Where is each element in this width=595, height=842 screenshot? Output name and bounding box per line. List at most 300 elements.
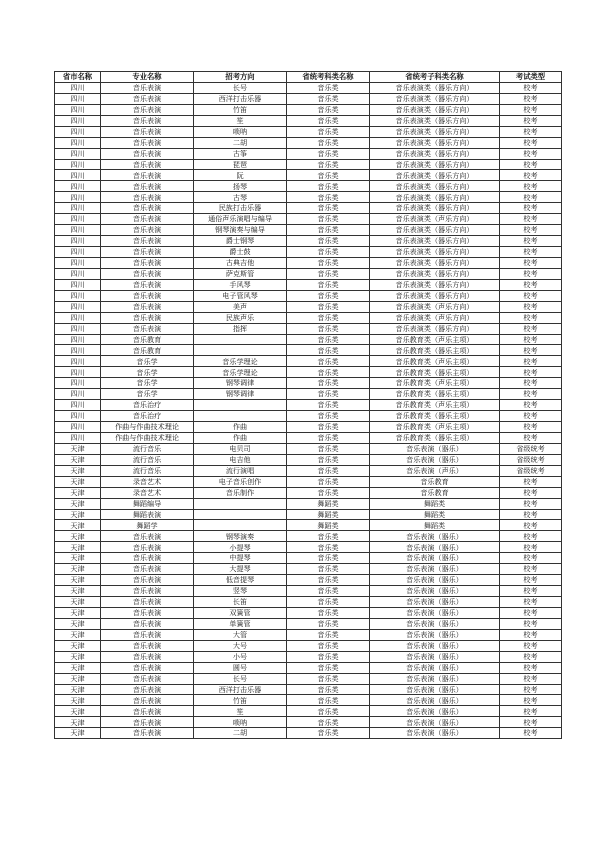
exam-type-cell: 校考 <box>500 553 562 564</box>
table-row <box>55 542 562 553</box>
exam-type-cell: 校考 <box>500 684 562 695</box>
table-row <box>55 586 562 597</box>
major-cell: 音乐学 <box>101 367 194 378</box>
table-row <box>55 236 562 247</box>
subcategory-cell: 舞蹈类 <box>370 498 500 509</box>
province-cell: 四川 <box>55 126 101 137</box>
table-row <box>55 443 562 454</box>
category-cell: 音乐类 <box>287 597 370 608</box>
table-row <box>55 323 562 334</box>
category-cell: 音乐类 <box>287 356 370 367</box>
province-cell: 四川 <box>55 290 101 301</box>
province-cell: 天津 <box>55 586 101 597</box>
exam-type-cell: 校考 <box>500 301 562 312</box>
subcategory-cell: 音乐表演类（声乐方向） <box>370 312 500 323</box>
major-cell: 音乐表演 <box>101 247 194 258</box>
header-subcategory: 省统考子科类名称 <box>370 72 500 83</box>
table-row <box>55 247 562 258</box>
direction-cell: 民族声乐 <box>194 312 287 323</box>
province-cell: 四川 <box>55 170 101 181</box>
table-row <box>55 597 562 608</box>
direction-cell: 中提琴 <box>194 553 287 564</box>
table-row <box>55 290 562 301</box>
table-row <box>55 422 562 433</box>
subcategory-cell: 音乐表演类（器乐方向） <box>370 104 500 115</box>
major-cell: 音乐表演 <box>101 629 194 640</box>
province-cell: 天津 <box>55 487 101 498</box>
table-row <box>55 279 562 290</box>
subcategory-cell: 音乐教育 <box>370 487 500 498</box>
direction-cell: 古筝 <box>194 148 287 159</box>
category-cell: 音乐类 <box>287 181 370 192</box>
exam-type-cell: 校考 <box>500 586 562 597</box>
table-row <box>55 301 562 312</box>
province-cell: 四川 <box>55 367 101 378</box>
province-cell: 四川 <box>55 104 101 115</box>
direction-cell: 竹笛 <box>194 695 287 706</box>
category-cell: 音乐类 <box>287 389 370 400</box>
category-cell: 音乐类 <box>287 640 370 651</box>
category-cell: 音乐类 <box>287 717 370 728</box>
major-cell: 音乐表演 <box>101 257 194 268</box>
exam-type-cell: 校考 <box>500 520 562 531</box>
exam-type-cell: 校考 <box>500 257 562 268</box>
direction-cell: 民族打击乐器 <box>194 203 287 214</box>
table-row <box>55 312 562 323</box>
subcategory-cell: 音乐表演类（器乐方向） <box>370 290 500 301</box>
major-cell: 音乐学 <box>101 356 194 367</box>
category-cell: 音乐类 <box>287 148 370 159</box>
table-row <box>55 728 562 739</box>
category-cell: 音乐类 <box>287 203 370 214</box>
direction-cell: 琵琶 <box>194 159 287 170</box>
direction-cell: 手风琴 <box>194 279 287 290</box>
exam-type-cell: 校考 <box>500 345 562 356</box>
category-cell: 音乐类 <box>287 225 370 236</box>
direction-cell: 双簧管 <box>194 607 287 618</box>
major-cell: 音乐表演 <box>101 586 194 597</box>
major-cell: 音乐学 <box>101 389 194 400</box>
major-cell: 音乐表演 <box>101 290 194 301</box>
exam-type-cell: 校考 <box>500 279 562 290</box>
category-cell: 音乐类 <box>287 684 370 695</box>
category-cell: 舞蹈类 <box>287 509 370 520</box>
exam-type-cell: 校考 <box>500 422 562 433</box>
category-cell: 音乐类 <box>287 618 370 629</box>
exam-type-cell: 校考 <box>500 542 562 553</box>
subcategory-cell: 音乐表演（器乐） <box>370 443 500 454</box>
province-cell: 四川 <box>55 214 101 225</box>
category-cell: 音乐类 <box>287 629 370 640</box>
exam-type-cell: 校考 <box>500 148 562 159</box>
category-cell: 音乐类 <box>287 82 370 93</box>
subcategory-cell: 音乐表演（器乐） <box>370 662 500 673</box>
province-cell: 天津 <box>55 443 101 454</box>
province-cell: 天津 <box>55 662 101 673</box>
category-cell: 音乐类 <box>287 465 370 476</box>
direction-cell: 美声 <box>194 301 287 312</box>
table-row <box>55 367 562 378</box>
direction-cell: 爵士鼓 <box>194 247 287 258</box>
subcategory-cell: 音乐表演类（声乐方向） <box>370 301 500 312</box>
major-cell: 音乐表演 <box>101 268 194 279</box>
subcategory-cell: 音乐表演类（器乐方向） <box>370 247 500 258</box>
exam-type-cell: 省级统考 <box>500 443 562 454</box>
major-cell: 音乐表演 <box>101 684 194 695</box>
direction-cell: 爵士钢琴 <box>194 236 287 247</box>
subcategory-cell: 音乐表演类（器乐方向） <box>370 236 500 247</box>
category-cell: 音乐类 <box>287 367 370 378</box>
exam-type-cell: 校考 <box>500 498 562 509</box>
province-cell: 四川 <box>55 378 101 389</box>
exam-type-cell: 校考 <box>500 356 562 367</box>
exam-type-cell: 校考 <box>500 411 562 422</box>
category-cell: 音乐类 <box>287 214 370 225</box>
province-cell: 天津 <box>55 454 101 465</box>
table-row <box>55 629 562 640</box>
major-cell: 流行音乐 <box>101 465 194 476</box>
category-cell: 音乐类 <box>287 126 370 137</box>
direction-cell: 大号 <box>194 640 287 651</box>
category-cell: 音乐类 <box>287 651 370 662</box>
major-cell: 作曲与作曲技术理论 <box>101 432 194 443</box>
province-cell: 四川 <box>55 422 101 433</box>
category-cell: 舞蹈类 <box>287 498 370 509</box>
exam-type-cell: 校考 <box>500 400 562 411</box>
table-row <box>55 268 562 279</box>
table-row <box>55 159 562 170</box>
major-cell: 音乐表演 <box>101 170 194 181</box>
province-cell: 四川 <box>55 181 101 192</box>
table-row <box>55 564 562 575</box>
direction-cell: 笙 <box>194 706 287 717</box>
category-cell: 音乐类 <box>287 345 370 356</box>
category-cell: 音乐类 <box>287 279 370 290</box>
table-row <box>55 717 562 728</box>
subcategory-cell: 音乐教育类（声乐主项） <box>370 400 500 411</box>
exam-type-cell: 校考 <box>500 487 562 498</box>
exam-type-cell: 校考 <box>500 82 562 93</box>
subcategory-cell: 音乐表演类（器乐方向） <box>370 126 500 137</box>
province-cell: 天津 <box>55 728 101 739</box>
major-cell: 音乐表演 <box>101 148 194 159</box>
direction-cell: 电贝司 <box>194 443 287 454</box>
exam-type-cell: 校考 <box>500 695 562 706</box>
exam-type-cell: 校考 <box>500 640 562 651</box>
subcategory-cell: 音乐表演类（声乐方向） <box>370 214 500 225</box>
major-cell: 音乐表演 <box>101 126 194 137</box>
direction-cell <box>194 509 287 520</box>
province-cell: 天津 <box>55 651 101 662</box>
direction-cell: 阮 <box>194 170 287 181</box>
major-cell: 音乐表演 <box>101 640 194 651</box>
major-cell: 音乐表演 <box>101 312 194 323</box>
exam-type-cell: 校考 <box>500 225 562 236</box>
direction-cell: 单簧管 <box>194 618 287 629</box>
subcategory-cell: 音乐教育类（声乐主项） <box>370 378 500 389</box>
exam-type-cell: 校考 <box>500 115 562 126</box>
category-cell: 音乐类 <box>287 728 370 739</box>
exam-type-cell: 校考 <box>500 597 562 608</box>
major-cell: 音乐表演 <box>101 618 194 629</box>
table-row <box>55 257 562 268</box>
subcategory-cell: 音乐表演类（器乐方向） <box>370 93 500 104</box>
province-cell: 天津 <box>55 553 101 564</box>
province-cell: 四川 <box>55 334 101 345</box>
category-cell: 音乐类 <box>287 531 370 542</box>
province-cell: 四川 <box>55 148 101 159</box>
table-row <box>55 400 562 411</box>
subcategory-cell: 音乐教育类（声乐主项） <box>370 356 500 367</box>
exam-type-cell: 校考 <box>500 531 562 542</box>
direction-cell: 通俗声乐演唱与编导 <box>194 214 287 225</box>
category-cell: 音乐类 <box>287 378 370 389</box>
enrollment-table <box>54 71 562 739</box>
header-category: 省统考科类名称 <box>287 72 370 83</box>
direction-cell: 钢琴演奏与编导 <box>194 225 287 236</box>
subcategory-cell: 音乐表演类（器乐方向） <box>370 82 500 93</box>
category-cell: 音乐类 <box>287 400 370 411</box>
major-cell: 音乐教育 <box>101 334 194 345</box>
major-cell: 音乐治疗 <box>101 411 194 422</box>
subcategory-cell: 音乐表演（器乐） <box>370 651 500 662</box>
header-province: 省市名称 <box>55 72 101 83</box>
direction-cell: 流行演唱 <box>194 465 287 476</box>
table-row <box>55 498 562 509</box>
major-cell: 舞蹈编导 <box>101 498 194 509</box>
table-row <box>55 181 562 192</box>
table-row <box>55 465 562 476</box>
subcategory-cell: 音乐教育 <box>370 476 500 487</box>
table-body <box>55 82 562 738</box>
subcategory-cell: 音乐表演（器乐） <box>370 629 500 640</box>
table-row <box>55 651 562 662</box>
exam-type-cell: 校考 <box>500 268 562 279</box>
header-direction: 招考方向 <box>194 72 287 83</box>
category-cell: 音乐类 <box>287 268 370 279</box>
subcategory-cell: 音乐教育类（器乐主项） <box>370 432 500 443</box>
subcategory-cell: 音乐表演（器乐） <box>370 673 500 684</box>
province-cell: 四川 <box>55 411 101 422</box>
subcategory-cell: 音乐表演类（器乐方向） <box>370 148 500 159</box>
exam-type-cell: 校考 <box>500 651 562 662</box>
subcategory-cell: 音乐表演类（器乐方向） <box>370 115 500 126</box>
category-cell: 舞蹈类 <box>287 520 370 531</box>
direction-cell: 古典吉他 <box>194 257 287 268</box>
direction-cell <box>194 520 287 531</box>
category-cell: 音乐类 <box>287 553 370 564</box>
category-cell: 音乐类 <box>287 454 370 465</box>
major-cell: 音乐治疗 <box>101 400 194 411</box>
subcategory-cell: 音乐表演（器乐） <box>370 586 500 597</box>
direction-cell: 大提琴 <box>194 564 287 575</box>
direction-cell: 长号 <box>194 673 287 684</box>
major-cell: 音乐表演 <box>101 717 194 728</box>
province-cell: 四川 <box>55 257 101 268</box>
province-cell: 四川 <box>55 268 101 279</box>
subcategory-cell: 音乐表演（器乐） <box>370 454 500 465</box>
exam-type-cell: 校考 <box>500 181 562 192</box>
major-cell: 音乐表演 <box>101 181 194 192</box>
subcategory-cell: 音乐表演类（器乐方向） <box>370 192 500 203</box>
exam-type-cell: 校考 <box>500 673 562 684</box>
exam-type-cell: 省级统考 <box>500 465 562 476</box>
major-cell: 音乐教育 <box>101 345 194 356</box>
category-cell: 音乐类 <box>287 695 370 706</box>
province-cell: 天津 <box>55 575 101 586</box>
major-cell: 音乐表演 <box>101 82 194 93</box>
direction-cell: 长笛 <box>194 597 287 608</box>
exam-type-cell: 校考 <box>500 728 562 739</box>
province-cell: 四川 <box>55 323 101 334</box>
table-row <box>55 82 562 93</box>
table-row <box>55 684 562 695</box>
exam-type-cell: 校考 <box>500 618 562 629</box>
table-row <box>55 531 562 542</box>
subcategory-cell: 音乐表演（器乐） <box>370 597 500 608</box>
province-cell: 天津 <box>55 542 101 553</box>
major-cell: 音乐表演 <box>101 597 194 608</box>
category-cell: 音乐类 <box>287 257 370 268</box>
category-cell: 音乐类 <box>287 290 370 301</box>
subcategory-cell: 音乐表演（器乐） <box>370 695 500 706</box>
table-header-row <box>55 72 562 83</box>
province-cell: 天津 <box>55 673 101 684</box>
direction-cell <box>194 400 287 411</box>
exam-type-cell: 省级统考 <box>500 454 562 465</box>
subcategory-cell: 音乐表演（器乐） <box>370 717 500 728</box>
table-row <box>55 575 562 586</box>
table-row <box>55 126 562 137</box>
major-cell: 音乐表演 <box>101 236 194 247</box>
category-cell: 音乐类 <box>287 575 370 586</box>
direction-cell: 西洋打击乐器 <box>194 684 287 695</box>
exam-type-cell: 校考 <box>500 104 562 115</box>
exam-type-cell: 校考 <box>500 662 562 673</box>
subcategory-cell: 音乐教育类（声乐主项） <box>370 422 500 433</box>
major-cell: 音乐表演 <box>101 662 194 673</box>
major-cell: 音乐表演 <box>101 607 194 618</box>
table-row <box>55 389 562 400</box>
exam-type-cell: 校考 <box>500 432 562 443</box>
major-cell: 音乐表演 <box>101 673 194 684</box>
province-cell: 四川 <box>55 247 101 258</box>
province-cell: 四川 <box>55 93 101 104</box>
table-row <box>55 356 562 367</box>
exam-type-cell: 校考 <box>500 564 562 575</box>
province-cell: 四川 <box>55 312 101 323</box>
province-cell: 天津 <box>55 717 101 728</box>
direction-cell: 作曲 <box>194 422 287 433</box>
table-row <box>55 345 562 356</box>
category-cell: 音乐类 <box>287 542 370 553</box>
direction-cell: 作曲 <box>194 432 287 443</box>
subcategory-cell: 音乐表演类（器乐方向） <box>370 279 500 290</box>
exam-type-cell: 校考 <box>500 509 562 520</box>
province-cell: 四川 <box>55 203 101 214</box>
province-cell: 四川 <box>55 236 101 247</box>
subcategory-cell: 音乐表演类（器乐方向） <box>370 137 500 148</box>
exam-type-cell: 校考 <box>500 629 562 640</box>
subcategory-cell: 音乐表演（器乐） <box>370 553 500 564</box>
direction-cell: 电吉他 <box>194 454 287 465</box>
table-row <box>55 225 562 236</box>
table-row <box>55 378 562 389</box>
subcategory-cell: 音乐教育类（器乐主项） <box>370 345 500 356</box>
table-row <box>55 509 562 520</box>
direction-cell: 小号 <box>194 651 287 662</box>
exam-type-cell: 校考 <box>500 214 562 225</box>
table-row <box>55 192 562 203</box>
exam-type-cell: 校考 <box>500 476 562 487</box>
subcategory-cell: 音乐表演类（器乐方向） <box>370 181 500 192</box>
major-cell: 流行音乐 <box>101 443 194 454</box>
major-cell: 流行音乐 <box>101 454 194 465</box>
province-cell: 四川 <box>55 192 101 203</box>
category-cell: 音乐类 <box>287 487 370 498</box>
table-row <box>55 93 562 104</box>
province-cell: 天津 <box>55 597 101 608</box>
subcategory-cell: 舞蹈类 <box>370 520 500 531</box>
exam-type-cell: 校考 <box>500 323 562 334</box>
exam-type-cell: 校考 <box>500 367 562 378</box>
province-cell: 四川 <box>55 356 101 367</box>
category-cell: 音乐类 <box>287 411 370 422</box>
table-row <box>55 104 562 115</box>
subcategory-cell: 音乐表演类（器乐方向） <box>370 225 500 236</box>
category-cell: 音乐类 <box>287 301 370 312</box>
header-exam-type: 考试类型 <box>500 72 562 83</box>
exam-type-cell: 校考 <box>500 126 562 137</box>
category-cell: 音乐类 <box>287 192 370 203</box>
category-cell: 音乐类 <box>287 323 370 334</box>
table-row <box>55 137 562 148</box>
province-cell: 四川 <box>55 159 101 170</box>
table-row <box>55 432 562 443</box>
exam-type-cell: 校考 <box>500 334 562 345</box>
major-cell: 音乐表演 <box>101 214 194 225</box>
major-cell: 音乐表演 <box>101 728 194 739</box>
table-row <box>55 334 562 345</box>
category-cell: 音乐类 <box>287 159 370 170</box>
direction-cell: 萨克斯管 <box>194 268 287 279</box>
table-row <box>55 706 562 717</box>
province-cell: 四川 <box>55 345 101 356</box>
province-cell: 天津 <box>55 509 101 520</box>
province-cell: 天津 <box>55 640 101 651</box>
table-row <box>55 695 562 706</box>
subcategory-cell: 音乐表演（声乐） <box>370 465 500 476</box>
exam-type-cell: 校考 <box>500 717 562 728</box>
category-cell: 音乐类 <box>287 586 370 597</box>
direction-cell: 古琴 <box>194 192 287 203</box>
province-cell: 四川 <box>55 82 101 93</box>
direction-cell: 音乐制作 <box>194 487 287 498</box>
subcategory-cell: 音乐教育类（器乐主项） <box>370 389 500 400</box>
exam-type-cell: 校考 <box>500 203 562 214</box>
direction-cell: 圆号 <box>194 662 287 673</box>
major-cell: 音乐表演 <box>101 575 194 586</box>
major-cell: 音乐表演 <box>101 192 194 203</box>
province-cell: 四川 <box>55 400 101 411</box>
province-cell: 四川 <box>55 389 101 400</box>
direction-cell: 二胡 <box>194 728 287 739</box>
major-cell: 音乐表演 <box>101 553 194 564</box>
category-cell: 音乐类 <box>287 422 370 433</box>
major-cell: 音乐表演 <box>101 159 194 170</box>
subcategory-cell: 音乐表演（器乐） <box>370 684 500 695</box>
subcategory-cell: 音乐表演类（器乐方向） <box>370 323 500 334</box>
